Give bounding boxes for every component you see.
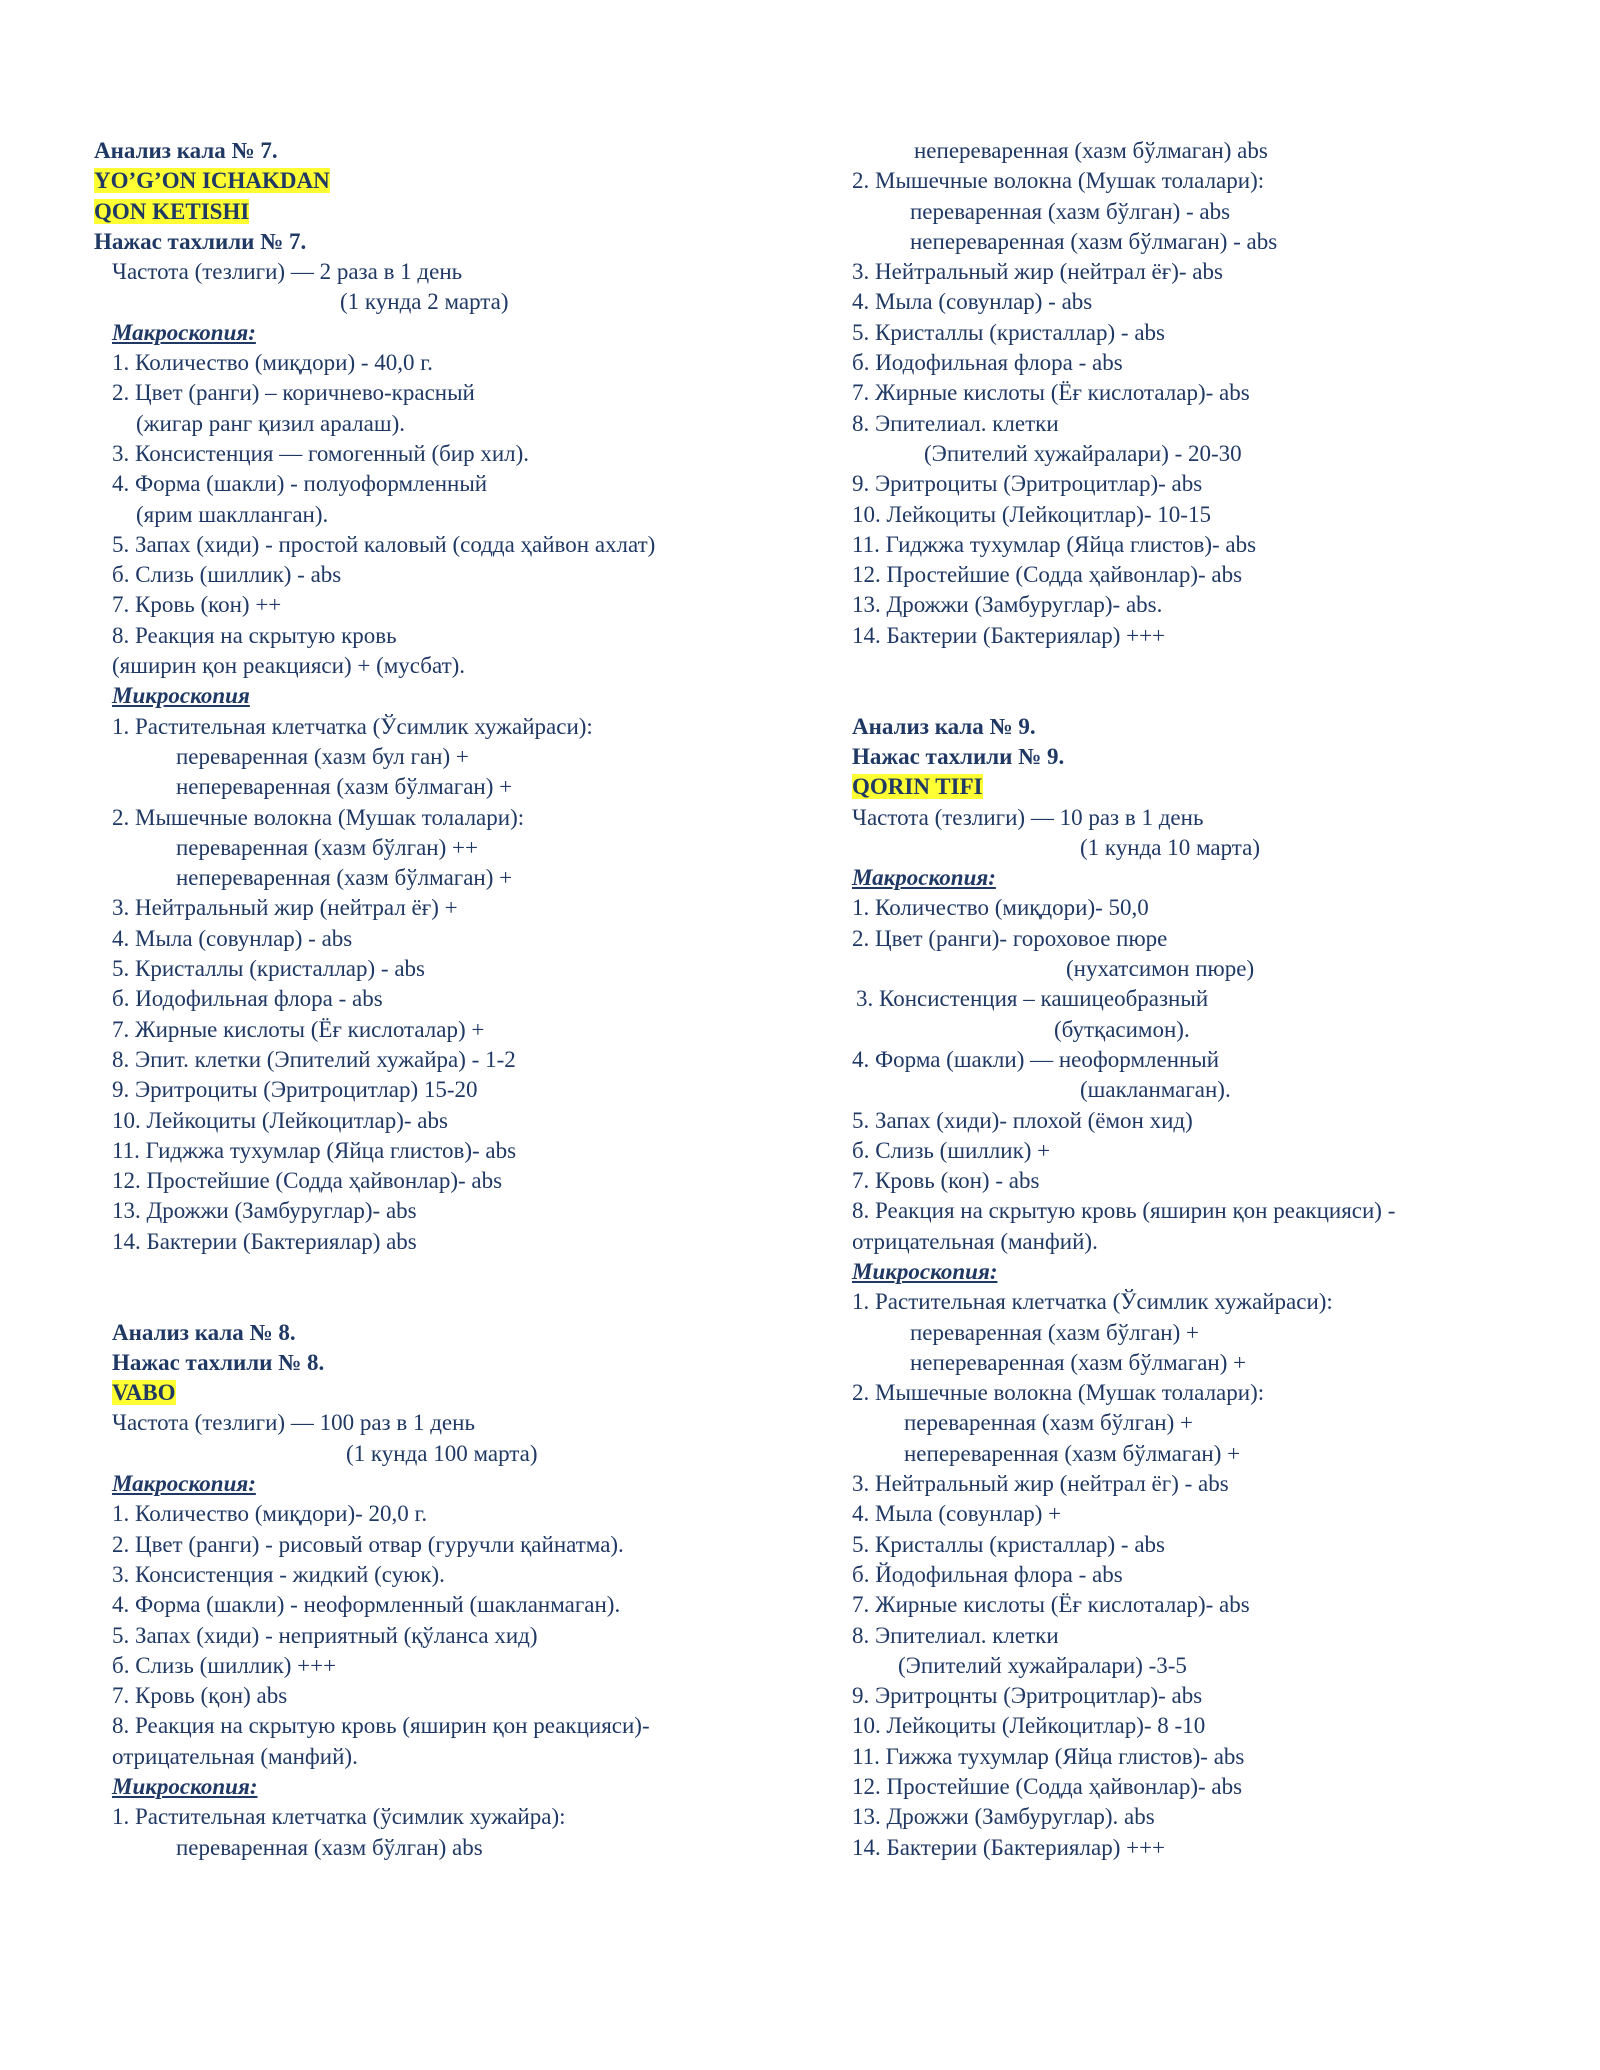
line-text: 4. Форма (шакли) - полуоформленный xyxy=(112,471,488,497)
right-column-line xyxy=(852,1348,1552,1378)
line-text: 1. Растительная клетчатка (Ўсимлик хужайраси): xyxy=(112,713,593,739)
line-text: 2. Мышечные волокна (Мушак толалари): xyxy=(112,804,525,830)
line-text: непереваренная (хазм бўлмаган) + xyxy=(176,865,513,891)
line-text: Анализ кала № 9. xyxy=(852,713,1036,739)
left-column-line xyxy=(94,712,794,742)
right-column-line xyxy=(852,1408,1552,1438)
line-text: переваренная (хазм бул ган) + xyxy=(176,743,469,769)
line-text: б. Йодофильная флора - abs xyxy=(852,1561,1123,1587)
right-column-line xyxy=(852,1287,1552,1317)
right-column-line xyxy=(852,166,1552,196)
line-text: 9. Эритроцнты (Эритроцитлар)- abs xyxy=(852,1683,1203,1709)
right-column-line xyxy=(852,500,1552,530)
line-text: переваренная (хазм бўлган) + xyxy=(904,1410,1193,1436)
line-text: 3. Консистенция – кашицеобразный xyxy=(856,986,1209,1012)
line-text: Микроскопия xyxy=(112,683,250,709)
left-column-line xyxy=(94,1378,794,1408)
line-text: 1. Количество (миқдори)- 50,0 xyxy=(852,895,1149,921)
right-column-line xyxy=(852,1802,1552,1832)
left-column-line xyxy=(94,681,794,711)
line-text: 5. Запах (хиди) - неприятный (қўланса хид) xyxy=(112,1622,538,1648)
line-text: 14. Бактерии (Бактериялар) +++ xyxy=(852,1834,1166,1860)
line-text: 7. Жирные кислоты (Ёғ кислоталар) + xyxy=(112,1016,485,1042)
line-text: б. Слизь (шиллик) - abs xyxy=(112,562,342,588)
right-column-line xyxy=(852,257,1552,287)
line-text: (жигар ранг қизил аралаш). xyxy=(136,410,405,436)
right-column-line xyxy=(852,1590,1552,1620)
right-column-line xyxy=(852,1196,1552,1226)
line-text: отрицательная (манфий). xyxy=(112,1743,358,1769)
left-column-line xyxy=(94,1651,794,1681)
left-column-line xyxy=(94,893,794,923)
line-text: QON KETISHI xyxy=(94,198,250,224)
line-text: 12. Простейшие (Содда ҳайвонлар)- abs xyxy=(112,1168,503,1194)
line-text: (бутқасимон). xyxy=(1054,1016,1190,1042)
left-column-line xyxy=(94,924,794,954)
right-column-line xyxy=(852,348,1552,378)
left-column-line xyxy=(94,560,794,590)
left-column-line xyxy=(94,530,794,560)
line-text: 8. Эпит. клетки (Эпителий хужайра) - 1-2 xyxy=(112,1046,516,1072)
right-column-line xyxy=(852,530,1552,560)
left-column-line xyxy=(94,621,794,651)
left-column-line xyxy=(94,1590,794,1620)
line-text: (ярим шаклланган). xyxy=(136,501,329,527)
left-column-line xyxy=(94,1166,794,1196)
left-column-line xyxy=(94,469,794,499)
line-text: (Эпителий хужайралари) -3-5 xyxy=(898,1652,1187,1678)
line-text: 11. Гиджжа тухумлар (Яйца глистов)- abs xyxy=(852,531,1257,557)
right-column-line xyxy=(852,893,1552,923)
right-column-line xyxy=(852,1681,1552,1711)
right-column-line xyxy=(852,1106,1552,1136)
left-column-line xyxy=(94,954,794,984)
line-text: отрицательная (манфий). xyxy=(852,1228,1098,1254)
right-column-line xyxy=(852,1318,1552,1348)
line-text: 8. Реакция на скрытую кровь (яширин қон реакцияси) - xyxy=(852,1198,1396,1224)
left-column-line xyxy=(94,590,794,620)
right-column-line xyxy=(852,1378,1552,1408)
line-text: Нажас тахлили № 8. xyxy=(112,1349,325,1375)
section-spacer xyxy=(94,1287,794,1317)
line-text: YO’G’ON ICHAKDAN xyxy=(94,168,330,194)
line-text: VABO xyxy=(112,1380,176,1406)
left-column-line xyxy=(94,348,794,378)
right-column-line xyxy=(852,227,1552,257)
line-text: (1 кунда 100 марта) xyxy=(346,1440,538,1466)
left-column-line xyxy=(94,1681,794,1711)
line-text: 3. Консистенция - жидкий (суюк). xyxy=(112,1561,445,1587)
line-text: 3. Нейтральный жир (нейтрал ёғ)- abs xyxy=(852,259,1223,285)
right-column-line xyxy=(852,1075,1552,1105)
right-column-line xyxy=(852,1833,1552,1863)
line-text: 4. Форма (шакли) — неоформленный xyxy=(852,1046,1220,1072)
line-text: 14. Бактерии (Бактериялар) abs xyxy=(112,1228,417,1254)
right-column-line xyxy=(852,954,1552,984)
line-text: Нажас тахлили № 7. xyxy=(94,228,307,254)
right-column-line xyxy=(852,136,1552,166)
line-text: 1. Количество (миқдори)- 20,0 г. xyxy=(112,1501,428,1527)
left-column-line xyxy=(94,136,794,166)
line-text: 12. Простейшие (Содда ҳайвонлар)- abs xyxy=(852,1774,1243,1800)
line-text: непереваренная (хазм бўлмаган) + xyxy=(904,1440,1241,1466)
right-column-line xyxy=(852,1166,1552,1196)
line-text: 9. Эритроциты (Эритроцитлар) 15-20 xyxy=(112,1077,478,1103)
line-text: переваренная (хазм бўлган) + xyxy=(910,1319,1199,1345)
right-column-line xyxy=(852,197,1552,227)
left-column-line xyxy=(94,1499,794,1529)
left-column-line xyxy=(94,166,794,196)
left-column-line xyxy=(94,257,794,287)
line-text: 11. Гиджжа тухумлар (Яйца глистов)- abs xyxy=(112,1137,517,1163)
left-column-line xyxy=(94,1318,794,1348)
line-text: (Эпителий хужайралари) - 20-30 xyxy=(924,440,1242,466)
line-text: 10. Лейкоциты (Лейкоцитлар)- 10-15 xyxy=(852,501,1211,527)
line-text: 3. Нейтральный жир (нейтрал ёғ) + xyxy=(112,895,458,921)
line-text: Частота (тезлиги) — 2 раза в 1 день xyxy=(112,259,463,285)
line-text: Нажас тахлили № 9. xyxy=(852,743,1065,769)
right-column-line xyxy=(852,1772,1552,1802)
line-text: 7. Кровь (кон) ++ xyxy=(112,592,282,618)
line-text: Частота (тезлиги) — 100 раз в 1 день xyxy=(112,1410,475,1436)
section-spacer xyxy=(852,681,1552,711)
right-column-line xyxy=(852,1560,1552,1590)
line-text: б. Иодофильная флора - abs xyxy=(852,350,1123,376)
line-text: 1. Растительная клетчатка (ўсимлик хужайра): xyxy=(112,1804,566,1830)
line-text: 4. Мыла (совунлар) - abs xyxy=(852,289,1093,315)
line-text: 9. Эритроциты (Эритроцитлар)- abs xyxy=(852,471,1203,497)
right-column-line xyxy=(852,590,1552,620)
left-column-line xyxy=(94,1530,794,1560)
left-column-line xyxy=(94,772,794,802)
right-column-line xyxy=(852,409,1552,439)
line-text: б. Слизь (шиллик) + xyxy=(852,1137,1051,1163)
line-text: 11. Гижжа тухумлар (Яйца глистов)- abs xyxy=(852,1743,1245,1769)
left-column-line xyxy=(94,1106,794,1136)
right-column-line xyxy=(852,1015,1552,1045)
left-column-line xyxy=(94,378,794,408)
left-column xyxy=(94,136,794,1863)
line-text: 7. Жирные кислоты (Ёғ кислоталар)- abs xyxy=(852,1592,1250,1618)
line-text: 4. Мыла (совунлар) + xyxy=(852,1501,1062,1527)
left-column-line xyxy=(94,1711,794,1741)
left-column-line xyxy=(94,984,794,1014)
line-text: 13. Дрожжи (Замбуруглар)- abs. xyxy=(852,592,1163,618)
line-text: (1 кунда 10 марта) xyxy=(1080,834,1260,860)
left-column-line xyxy=(94,1227,794,1257)
line-text: 5. Кристаллы (кристаллар) - abs xyxy=(852,1531,1165,1557)
line-text: 7. Кровь (кон) - abs xyxy=(852,1168,1040,1194)
right-column-line xyxy=(852,1257,1552,1287)
right-column-line xyxy=(852,772,1552,802)
line-text: 2. Мышечные волокна (Мушак толалари): xyxy=(852,1380,1265,1406)
line-text: 10. Лейкоциты (Лейкоцитлар)- 8 -10 xyxy=(852,1713,1206,1739)
left-column-line xyxy=(94,197,794,227)
right-column-line xyxy=(852,439,1552,469)
right-column-line xyxy=(852,1499,1552,1529)
line-text: 3. Нейтральный жир (нейтрал ёг) - abs xyxy=(852,1471,1229,1497)
line-text: Микроскопия: xyxy=(112,1774,258,1800)
right-column-line xyxy=(852,1045,1552,1075)
right-column-line xyxy=(852,378,1552,408)
right-column-line xyxy=(852,833,1552,863)
line-text: (нухатсимон пюре) xyxy=(1066,956,1255,982)
line-text: непереваренная (хазм бўлмаган) abs xyxy=(914,138,1268,163)
line-text: 13. Дрожжи (Замбуруглар). abs xyxy=(852,1804,1155,1830)
line-text: непереваренная (хазм бўлмаган) + xyxy=(910,1349,1247,1375)
left-column-line xyxy=(94,1439,794,1469)
line-text: 8. Реакция на скрытую кровь (яширин қон реакцияси)- xyxy=(112,1713,650,1739)
line-text: 14. Бактерии (Бактериялар) +++ xyxy=(852,622,1166,648)
left-column-line xyxy=(94,1045,794,1075)
right-column-line xyxy=(852,469,1552,499)
left-column-line xyxy=(94,287,794,317)
line-text: QORIN TIFI xyxy=(852,774,983,800)
left-column-line xyxy=(94,439,794,469)
line-text: 8. Эпителиал. клетки xyxy=(852,1622,1059,1648)
left-column-line xyxy=(94,1560,794,1590)
section-spacer xyxy=(852,651,1552,681)
line-text: 5. Кристаллы (кристаллар) - abs xyxy=(112,956,425,982)
left-column-line xyxy=(94,1136,794,1166)
line-text: Макроскопия: xyxy=(112,1471,256,1497)
left-column-line xyxy=(94,1348,794,1378)
left-column-line xyxy=(94,1833,794,1863)
line-text: 2. Цвет (ранги)- гороховое пюре xyxy=(852,925,1168,951)
right-column-line xyxy=(852,1469,1552,1499)
right-column-line xyxy=(852,1621,1552,1651)
right-column-line xyxy=(852,712,1552,742)
line-text: 4. Мыла (совунлар) - abs xyxy=(112,925,353,951)
left-column-line xyxy=(94,1408,794,1438)
line-text: 13. Дрожжи (Замбуруглар)- abs xyxy=(112,1198,417,1224)
line-text: непереваренная (хазм бўлмаган) - abs xyxy=(910,228,1278,254)
left-column-line xyxy=(94,227,794,257)
line-text: переваренная (хазм бўлган) ++ xyxy=(176,834,478,860)
right-column-line xyxy=(852,1227,1552,1257)
line-text: 7. Кровь (қон) abs xyxy=(112,1683,288,1709)
right-column-line xyxy=(852,1530,1552,1560)
right-column-line xyxy=(852,560,1552,590)
line-text: 2. Мышечные волокна (Мушак толалари): xyxy=(852,168,1265,194)
right-column-line xyxy=(852,984,1552,1014)
left-column-line xyxy=(94,1742,794,1772)
line-text: 8. Реакция на скрытую кровь xyxy=(112,622,397,648)
line-text: 1. Количество (миқдори) - 40,0 г. xyxy=(112,350,433,376)
line-text: 5. Кристаллы (кристаллар) - abs xyxy=(852,319,1165,345)
line-text: 12. Простейшие (Содда ҳайвонлар)- abs xyxy=(852,562,1243,588)
line-text: непереваренная (хазм бўлмаган) + xyxy=(176,774,513,800)
right-column-line xyxy=(852,742,1552,772)
line-text: Анализ кала № 8. xyxy=(112,1319,296,1345)
line-text: 4. Форма (шакли) - неоформленный (шакланмаган). xyxy=(112,1592,621,1618)
line-text: 2. Цвет (ранги) - рисовый отвар (гуручли қайнатма). xyxy=(112,1531,624,1557)
line-text: б. Иодофильная флора - abs xyxy=(112,986,383,1012)
line-text: 3. Консистенция — гомогенный (бир хил). xyxy=(112,440,530,466)
right-column-line xyxy=(852,863,1552,893)
left-column-line xyxy=(94,1802,794,1832)
left-column-line xyxy=(94,1469,794,1499)
left-column-line xyxy=(94,1772,794,1802)
left-column-line xyxy=(94,1075,794,1105)
line-text: (1 кунда 2 марта) xyxy=(340,289,509,315)
right-column-line xyxy=(852,924,1552,954)
line-text: переваренная (хазм бўлган) abs xyxy=(176,1834,483,1860)
left-column-line xyxy=(94,318,794,348)
line-text: б. Слизь (шиллик) +++ xyxy=(112,1652,337,1678)
right-column-line xyxy=(852,1742,1552,1772)
right-column-line xyxy=(852,1136,1552,1166)
line-text: 10. Лейкоциты (Лейкоцитлар)- abs xyxy=(112,1107,448,1133)
right-column-line xyxy=(852,1711,1552,1741)
left-column-line xyxy=(94,651,794,681)
right-column-line xyxy=(852,1651,1552,1681)
right-column-line xyxy=(852,1439,1552,1469)
line-text: 1. Растительная клетчатка (Ўсимлик хужайраси): xyxy=(852,1289,1333,1315)
left-column-line xyxy=(94,863,794,893)
left-column-line xyxy=(94,833,794,863)
right-column-line xyxy=(852,287,1552,317)
line-text: 5. Запах (хиди)- плохой (ёмон хид) xyxy=(852,1107,1193,1133)
section-spacer xyxy=(94,1257,794,1287)
left-column-line xyxy=(94,500,794,530)
line-text: (шакланмаган). xyxy=(1080,1077,1231,1103)
right-column xyxy=(852,136,1552,1863)
line-text: Макроскопия: xyxy=(852,865,996,891)
line-text: Анализ кала № 7. xyxy=(94,138,278,163)
line-text: Частота (тезлиги) — 10 раз в 1 день xyxy=(852,804,1204,830)
line-text: Макроскопия: xyxy=(112,319,256,345)
line-text: 7. Жирные кислоты (Ёғ кислоталар)- abs xyxy=(852,380,1250,406)
line-text: 2. Цвет (ранги) – коричнево-красный xyxy=(112,380,475,406)
left-column-line xyxy=(94,409,794,439)
line-text: (яширин қон реакцияси) + (мусбат). xyxy=(112,653,466,679)
right-column-line xyxy=(852,621,1552,651)
line-text: Микроскопия: xyxy=(852,1258,998,1284)
left-column-line xyxy=(94,803,794,833)
right-column-line xyxy=(852,318,1552,348)
left-column-line xyxy=(94,1015,794,1045)
right-column-line xyxy=(852,803,1552,833)
line-text: переваренная (хазм бўлган) - abs xyxy=(910,198,1231,224)
left-column-line xyxy=(94,1621,794,1651)
left-column-line xyxy=(94,742,794,772)
line-text: 5. Запах (хиди) - простой каловый (содда ҳайвон ахлат) xyxy=(112,531,656,557)
left-column-line xyxy=(94,1196,794,1226)
line-text: 8. Эпителиал. клетки xyxy=(852,410,1059,436)
